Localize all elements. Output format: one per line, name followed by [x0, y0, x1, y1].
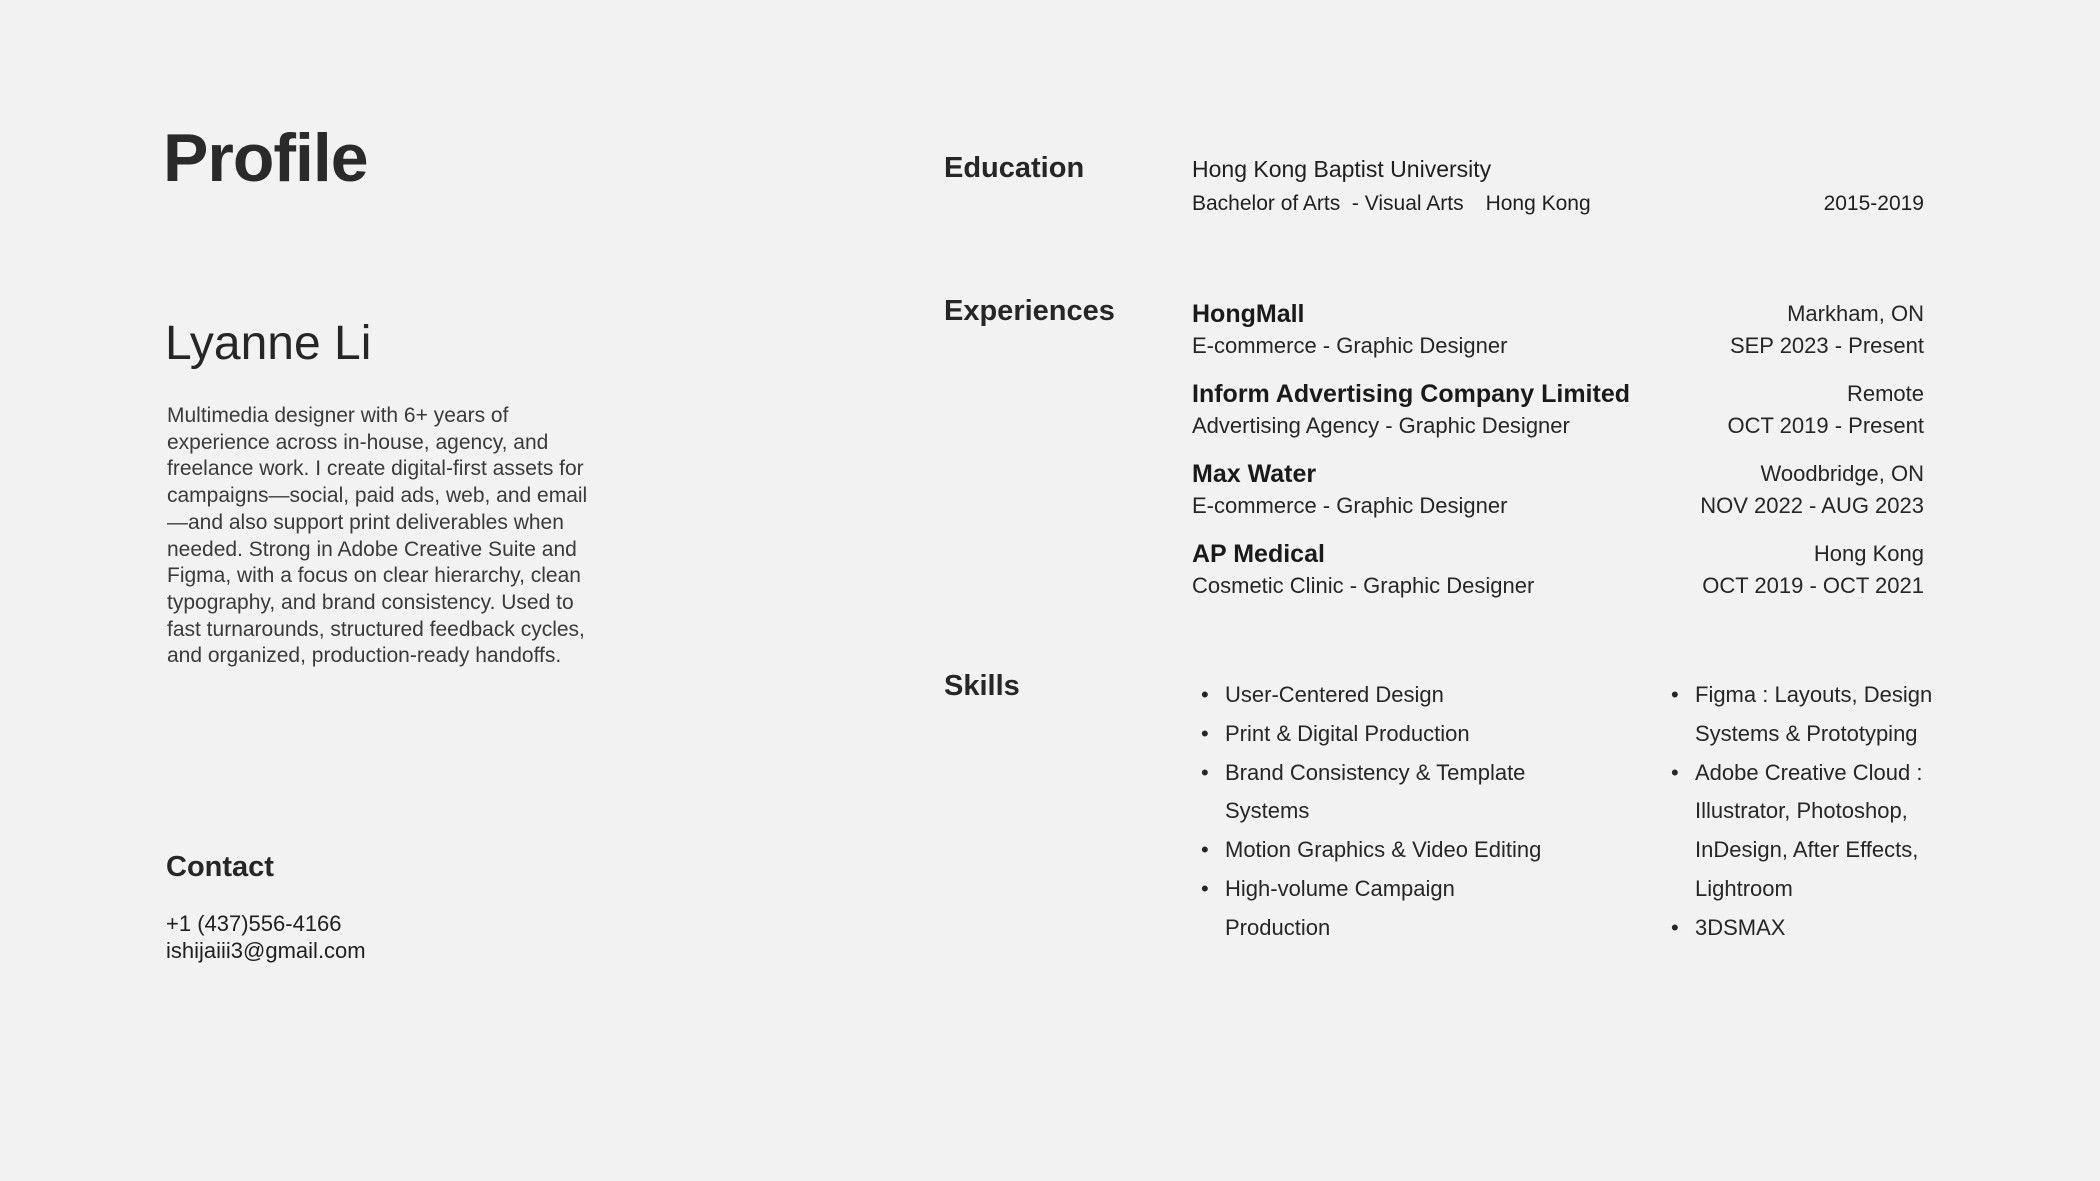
experience-dates: OCT 2019 - Present — [1727, 413, 1924, 438]
experience-dates: SEP 2023 - Present — [1729, 333, 1924, 358]
experience-location: Markham, ON — [1787, 301, 1924, 326]
skills-list-primary — [1192, 676, 1552, 948]
bullet-icon: • — [1201, 720, 1209, 746]
skill-item — [1192, 715, 1552, 754]
experience-item — [1192, 458, 1924, 538]
contact-email: ishijaiii3@gmail.com — [166, 938, 366, 963]
education-location: Hong Kong — [1485, 192, 1591, 215]
experience-role: Cosmetic Clinic - Graphic Designer — [1192, 573, 1535, 598]
skill-item — [1192, 870, 1552, 948]
experience-item — [1192, 298, 1924, 378]
skill-text: Adobe Creative Cloud : Illustrator, Photoshop, InDesign, After Effects, Lightroom — [1695, 759, 1923, 901]
experience-role: E-commerce - Graphic Designer — [1192, 333, 1508, 358]
education-detail — [1192, 192, 1924, 216]
skill-text: Print & Digital Production — [1225, 720, 1470, 746]
skill-text: Figma : Layouts, Design Systems & Prototyping — [1695, 682, 1933, 746]
skill-item — [1192, 754, 1552, 832]
bullet-icon: • — [1671, 759, 1679, 785]
skill-item — [1662, 909, 1937, 948]
education-label: Education — [944, 152, 1085, 184]
experience-company: AP Medical — [1192, 540, 1325, 568]
education-degree: Bachelor of Arts - Visual Arts — [1192, 192, 1464, 215]
experience-list — [1192, 298, 1924, 618]
experience-company: HongMall — [1192, 300, 1305, 328]
experience-company: Max Water — [1192, 460, 1317, 488]
person-name: Lyanne Li — [165, 317, 372, 370]
education-school: Hong Kong Baptist University — [1192, 156, 1492, 182]
skills-list-tools — [1662, 676, 1937, 948]
experience-location: Remote — [1846, 381, 1924, 406]
skill-item — [1192, 831, 1552, 870]
profile-title: Profile — [163, 120, 368, 196]
skill-text: User-Centered Design — [1225, 682, 1444, 707]
skill-item — [1662, 676, 1937, 754]
skill-item — [1662, 754, 1937, 909]
experience-dates: OCT 2019 - OCT 2021 — [1702, 573, 1924, 598]
bullet-icon: • — [1671, 682, 1679, 707]
contact-heading: Contact — [166, 851, 274, 883]
bullet-icon: • — [1201, 759, 1209, 785]
experience-location: Hong Kong — [1813, 541, 1924, 566]
experience-role: Advertising Agency - Graphic Designer — [1192, 413, 1570, 438]
profile-bio: Multimedia designer with 6+ years of experience across in-house, agency, and freelance work. I create digital-first assets for campaigns—social, paid ads, web, and email—and also support print deliverables when needed. Strong in Adobe Creative Suite and Figma, with a focus on clear hierarchy, clean typography, and brand consistency. Used to fast turnarounds, structured feedback cycles, and organized, production-ready handoffs. — [167, 404, 588, 668]
experience-item — [1192, 538, 1924, 618]
bullet-icon: • — [1671, 914, 1679, 940]
bullet-icon: • — [1201, 837, 1209, 863]
experiences-label: Experiences — [944, 295, 1115, 327]
experience-dates: NOV 2022 - AUG 2023 — [1700, 493, 1924, 518]
skill-item — [1192, 676, 1552, 715]
experience-item — [1192, 378, 1924, 458]
experience-company: Inform Advertising Company Limited — [1192, 380, 1631, 408]
contact-details — [166, 910, 366, 964]
skill-text: 3DSMAX — [1695, 914, 1786, 940]
experience-role: E-commerce - Graphic Designer — [1192, 493, 1508, 518]
skill-text: Motion Graphics & Video Editing — [1225, 837, 1542, 863]
contact-phone: +1 (437)556-4166 — [166, 911, 342, 936]
education-years: 2015-2019 — [1823, 192, 1924, 215]
bullet-icon: • — [1201, 875, 1209, 901]
experience-location: Woodbridge, ON — [1760, 461, 1924, 486]
skill-text: High-volume Campaign Production — [1225, 875, 1455, 940]
bullet-icon: • — [1201, 682, 1209, 707]
skill-text: Brand Consistency & Template Systems — [1225, 759, 1526, 824]
skills-label: Skills — [944, 670, 1020, 702]
